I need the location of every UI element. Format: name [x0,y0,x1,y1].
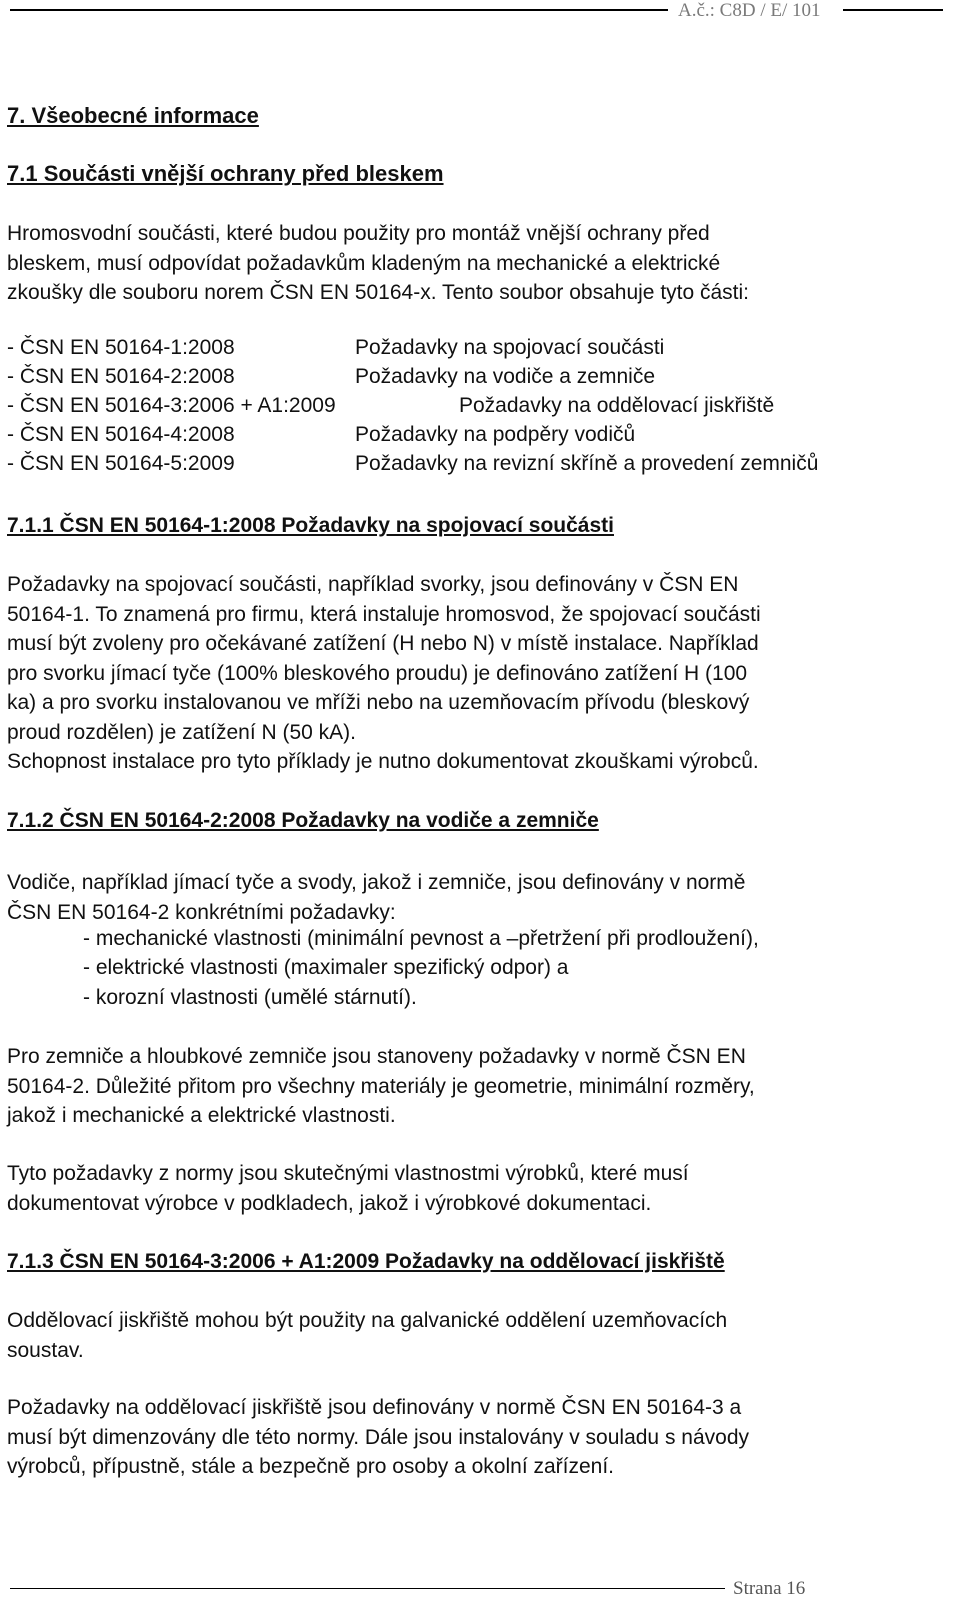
text-line: 50164-1. To znamená pro firmu, která instaluje hromosvod, že spojovací součásti [7,602,761,626]
heading-7-1-3: 7.1.3 ČSN EN 50164-3:2006 + A1:2009 Požadavky na oddělovací jiskřiště [7,1250,725,1273]
text-line: bleskem, musí odpovídat požadavkům kladeným na mechanické a elektrické [7,251,721,275]
heading-7-1-1: 7.1.1 ČSN EN 50164-1:2008 Požadavky na spojovací součásti [7,514,614,537]
paragraph-7-1-3-intro [7,1306,942,1365]
page-header [0,0,960,24]
standard-code: - ČSN EN 50164-4:2008 [7,423,235,446]
paragraph-7-1-1 [7,570,942,777]
text-line: Vodiče, například jímací tyče a svody, jakož i zemniče, jsou definovány v normě [7,871,746,894]
standard-description: Požadavky na revizní skříně a provedení zemničů [355,452,819,475]
text-line: proud rozdělen) je zatížení N (50 kA). [7,720,357,744]
text-line: pro svorku jímací tyče (100% bleskového proudu) je definováno zatížení H (100 [7,661,748,685]
paragraph-7-1-2-intro [7,868,942,927]
paragraph-7-1-2-zemnice [7,1042,942,1131]
paragraph-7-1-3-requirements [7,1393,942,1482]
requirement-item: - elektrické vlastnosti (maximaler spezifický odpor) a [83,956,569,979]
text-line: dokumentovat výrobce v podkladech, jakož i výrobkové dokumentaci. [7,1191,652,1215]
requirement-item: - mechanické vlastnosti (minimální pevnost a –přetržení při prodloužení), [83,927,759,950]
standard-description: Požadavky na spojovací součásti [355,336,665,359]
text-line: jakož i mechanické a elektrické vlastnosti. [7,1104,396,1127]
requirement-item: - korozní vlastnosti (umělé stárnutí). [83,986,417,1009]
header-rule-left [10,9,668,11]
text-line: Tyto požadavky z normy jsou skutečnými vlastnostmi výrobků, které musí [7,1162,689,1185]
standard-description: Požadavky na podpěry vodičů [355,423,636,446]
standard-code: - ČSN EN 50164-5:2009 [7,452,235,475]
standard-item [7,336,947,365]
page-label: Strana [733,1578,782,1599]
standard-description: Požadavky na vodiče a zemniče [355,365,655,388]
text-line: 50164-2. Důležité přitom pro všechny materiály je geometrie, minimální rozměry, [7,1074,755,1098]
text-line: výrobců, přípustně, stále a bezpečně pro osoby a okolní zařízení. [7,1455,615,1478]
text-line: Pro zemniče a hloubkové zemniče jsou stanoveny požadavky v normě ČSN EN [7,1045,746,1068]
footer-rule [10,1588,725,1589]
text-line: Hromosvodní součásti, které budou použity pro montáž vnější ochrany před [7,222,710,245]
intro-paragraph [7,219,942,308]
subsection-title: 7.1 Součásti vnější ochrany před bleskem [7,161,444,186]
text-line: musí být dimenzovány dle této normy. Dále jsou instalovány v souladu s návody [7,1425,749,1449]
standard-item [7,423,947,452]
text-line: zkoušky dle souboru norem ČSN EN 50164-x. Tento soubor obsahuje tyto části: [7,281,750,304]
standard-code: - ČSN EN 50164-2:2008 [7,365,235,388]
text-line: ČSN EN 50164-2 konkrétními požadavky: [7,900,396,924]
page-number-value: 16 [786,1578,806,1599]
header-rule-right [843,9,943,11]
standard-code: - ČSN EN 50164-3:2006 + A1:2009 [7,394,336,417]
text-line: musí být zvoleny pro očekávané zatížení (H nebo N) v místě instalace. Například [7,632,759,655]
standard-description: Požadavky na oddělovací jiskřiště [459,394,775,417]
text-line: Schopnost instalace pro tyto příklady je nutno dokumentovat zkouškami výrobců. [7,750,759,773]
heading-7-1-2: 7.1.2 ČSN EN 50164-2:2008 Požadavky na vodiče a zemniče [7,809,599,832]
text-line: ka) a pro svorku instalovanou ve mříži nebo na uzemňovacím přívodu (bleskový [7,691,750,714]
standard-code: - ČSN EN 50164-1:2008 [7,336,235,359]
text-line: soustav. [7,1338,84,1362]
paragraph-7-1-2-documentation [7,1159,942,1218]
section-title: 7. Všeobecné informace [7,103,259,128]
text-line: Oddělovací jiskřiště mohou být použity na galvanické oddělení uzemňovacích [7,1309,728,1332]
standard-item [7,452,947,481]
document-reference: A.č.: C8D / E/ 101 [678,0,821,21]
standard-item [7,394,947,423]
page-footer [0,1578,960,1618]
text-line: Požadavky na spojovací součásti, například svorky, jsou definovány v ČSN EN [7,573,739,596]
standard-item [7,365,947,394]
text-line: Požadavky na oddělovací jiskřiště jsou definovány v normě ČSN EN 50164-3 a [7,1396,742,1419]
page-number [733,1578,805,1600]
